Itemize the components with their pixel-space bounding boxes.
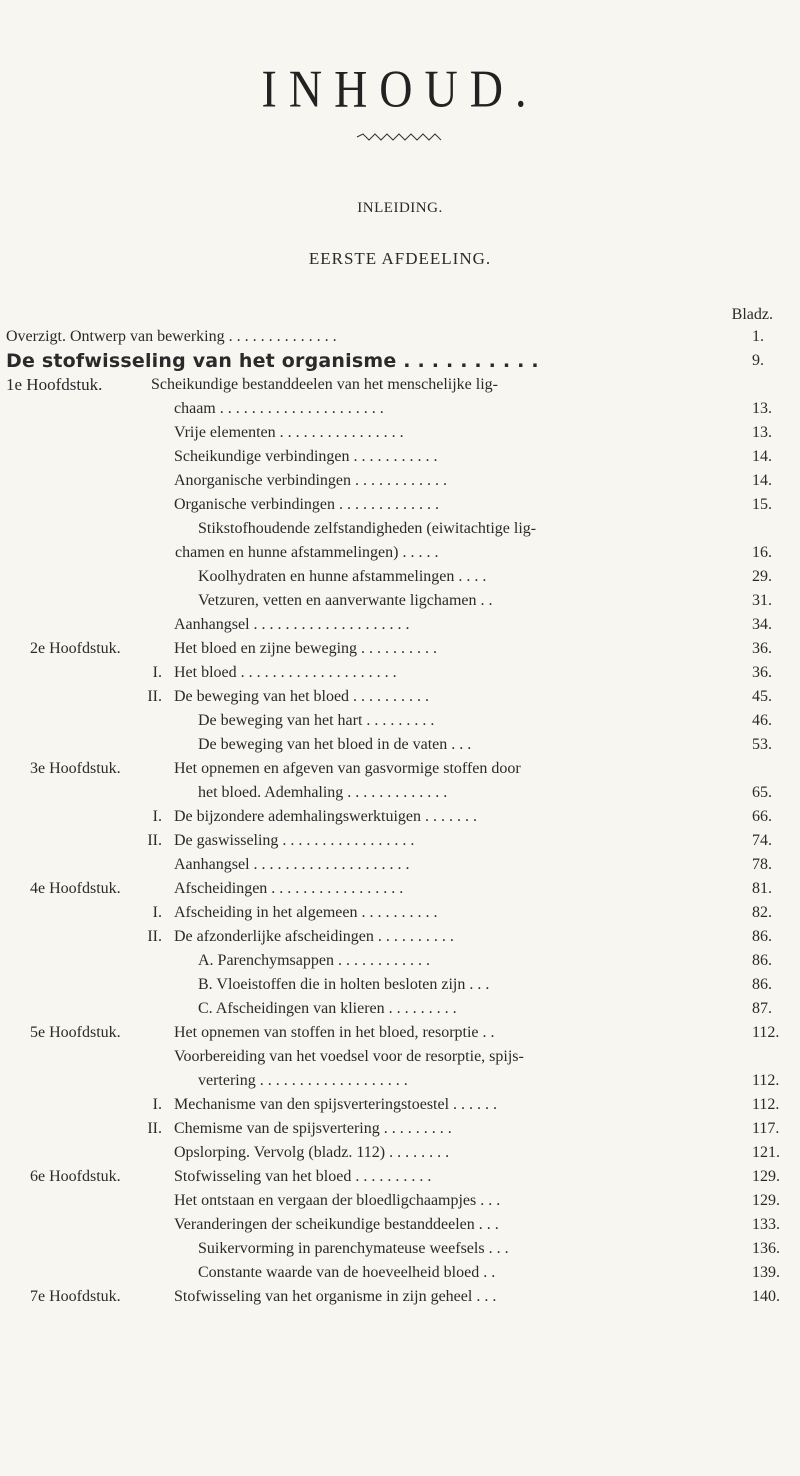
toc-entry-continued [0, 1069, 800, 1093]
entry-label: 6e Hoofdstuk. [30, 1168, 121, 1185]
toc-entry [0, 877, 800, 901]
entry-page: 112. [752, 1096, 780, 1113]
entry-label: 1e Hoofdstuk. [6, 375, 103, 394]
entry-text: De afzonderlijke afscheidingen . . . . . . . . . . [174, 928, 454, 945]
entry-text: Chemisme van de spijsvertering . . . . . . . . . [174, 1120, 452, 1137]
entry-label: I. [152, 808, 162, 825]
entry-page: 133. [752, 1216, 780, 1233]
entry-text: Overzigt. Ontwerp van bewerking . . . . . . . . . . . . . . [6, 328, 337, 345]
entry-label: I. [152, 664, 162, 681]
entry-label: 4e Hoofdstuk. [30, 880, 121, 897]
entry-text: Het opnemen en afgeven van gasvormige stoffen door [174, 760, 521, 777]
entry-text: Vrije elementen . . . . . . . . . . . . . . . . [174, 424, 404, 441]
entry-text: Voorbereiding van het voedsel voor de resorptie, spijs- [174, 1048, 524, 1065]
entry-text: A. Parenchymsappen . . . . . . . . . . . . [198, 952, 430, 969]
entry-page: 45. [752, 688, 772, 705]
toc-entry [0, 949, 800, 973]
section-heading: INLEIDING. [357, 200, 443, 216]
toc-entry [0, 1261, 800, 1285]
toc-entry [0, 1141, 800, 1165]
toc-entry [0, 853, 800, 877]
entry-text: Het opnemen van stoffen in het bloed, resorptie . . [174, 1024, 495, 1041]
entry-page: 14. [752, 448, 772, 465]
entry-text: Het bloed . . . . . . . . . . . . . . . . . . . . [174, 664, 397, 681]
entry-text: Aanhangsel . . . . . . . . . . . . . . . . . . . . [174, 616, 410, 633]
toc-entry [0, 325, 800, 349]
entry-text: Stofwisseling van het organisme in zijn geheel . . . [174, 1288, 497, 1305]
entry-text: Afscheidingen . . . . . . . . . . . . . . . . . [174, 880, 404, 897]
toc-entry [0, 421, 800, 445]
toc-entry [0, 685, 800, 709]
toc-entry [0, 1165, 800, 1189]
entry-page: 140. [752, 1288, 780, 1305]
entry-page: 129. [752, 1168, 780, 1185]
entry-page: 34. [752, 616, 772, 633]
entry-page: 46. [752, 712, 772, 729]
toc-entry [0, 757, 800, 781]
entry-text: Scheikundige verbindingen . . . . . . . . . . . [174, 448, 438, 465]
toc-entry [0, 445, 800, 469]
entry-page: 13. [752, 400, 772, 417]
entry-text: Stikstofhoudende zelfstandigheden (eiwitachtige lig- [198, 520, 537, 537]
toc-entry [0, 1093, 800, 1117]
entry-text: Suikervorming in parenchymateuse weefsels . . . [198, 1240, 509, 1257]
entry-page: 112. [752, 1072, 780, 1089]
toc-entry [0, 1045, 800, 1069]
entry-text: Vetzuren, vetten en aanverwante ligchamen . . [198, 592, 493, 609]
entry-page: 74. [752, 832, 772, 849]
entry-text: Mechanisme van den spijsverteringstoestel . . . . . . [174, 1096, 498, 1113]
entry-page: 86. [752, 928, 772, 945]
entry-text: Anorganische verbindingen . . . . . . . . . . . . [174, 472, 447, 489]
toc-entry [0, 373, 800, 397]
toc-entry [0, 901, 800, 925]
toc-entry [0, 589, 800, 613]
entry-text: chamen en hunne afstammelingen) . . . . . [175, 544, 439, 561]
entry-text: Het ontstaan en vergaan der bloedligchaampjes . . . [174, 1192, 501, 1209]
toc-entry [0, 1021, 800, 1045]
entry-page: 81. [752, 880, 772, 897]
entry-page: 53. [752, 736, 772, 753]
entry-page: 129. [752, 1192, 780, 1209]
toc-entry [0, 565, 800, 589]
entry-page: 136. [752, 1240, 780, 1257]
entry-text: De beweging van het bloed in de vaten . . . [198, 736, 472, 753]
entry-page: 86. [752, 952, 772, 969]
entry-label: I. [152, 1096, 162, 1113]
entry-label: II. [147, 688, 162, 705]
entry-text: vertering . . . . . . . . . . . . . . . . . . . [198, 1072, 408, 1089]
entry-text: Constante waarde van de hoeveelheid bloed . . [198, 1264, 496, 1281]
toc-entry [0, 1285, 800, 1309]
entry-page: 14. [752, 472, 772, 489]
entry-page: 16. [752, 544, 772, 561]
toc-entry [0, 925, 800, 949]
entry-page: 65. [752, 784, 772, 801]
entry-label: I. [152, 904, 162, 921]
toc-entry-continued [0, 541, 800, 565]
entry-page: 117. [752, 1120, 780, 1137]
entry-text: het bloed. Ademhaling . . . . . . . . . . . . . [198, 784, 448, 801]
ornament-divider [355, 132, 445, 142]
entry-page: 36. [752, 664, 772, 681]
entry-page: 78. [752, 856, 772, 873]
toc-entry [0, 493, 800, 517]
toc-entry-continued [0, 397, 800, 421]
entry-page: 15. [752, 496, 772, 513]
entry-text: B. Vloeistoffen die in holten besloten zijn . . . [198, 976, 490, 993]
toc-entry [0, 805, 800, 829]
entry-label: II. [147, 1120, 162, 1137]
entry-page: 13. [752, 424, 772, 441]
entry-page: 29. [752, 568, 772, 585]
entry-page: 31. [752, 592, 772, 609]
page-column-header: Bladz. [731, 306, 773, 323]
entry-page: 139. [752, 1264, 780, 1281]
entry-label: 3e Hoofdstuk. [30, 760, 121, 777]
toc-entry [0, 637, 800, 661]
entry-page: 36. [752, 640, 772, 657]
toc-entry [0, 1237, 800, 1261]
toc-entry [0, 733, 800, 757]
entry-page: 82. [752, 904, 772, 921]
toc-entry [0, 349, 800, 373]
entry-page: 112. [752, 1024, 780, 1041]
entry-text: De gaswisseling . . . . . . . . . . . . . . . . . [174, 832, 415, 849]
entry-label: 5e Hoofdstuk. [30, 1024, 121, 1041]
toc-entry-continued [0, 781, 800, 805]
entry-text: De beweging van het hart . . . . . . . . . [198, 712, 435, 729]
entry-page: 66. [752, 808, 772, 825]
entry-text: Stofwisseling van het bloed . . . . . . . . . . [174, 1168, 432, 1185]
toc-entry [0, 661, 800, 685]
toc-entry [0, 613, 800, 637]
entry-text: Afscheiding in het algemeen . . . . . . . . . . [174, 904, 438, 921]
toc-entry [0, 517, 800, 541]
toc-entry [0, 973, 800, 997]
entry-page: 9. [752, 352, 764, 369]
entry-text: Het bloed en zijne beweging . . . . . . . . . . [174, 640, 438, 657]
entry-label: II. [147, 832, 162, 849]
entry-label: 7e Hoofdstuk. [30, 1288, 121, 1305]
entry-text: De stofwisseling van het organisme . . . . . . . . . . [6, 350, 539, 372]
entry-text: De bijzondere ademhalingswerktuigen . . . . . . . [174, 808, 478, 825]
entry-text: Organische verbindingen . . . . . . . . . . . . . [174, 496, 439, 513]
toc-entry [0, 997, 800, 1021]
entry-text: Aanhangsel . . . . . . . . . . . . . . . . . . . . [174, 856, 410, 873]
toc-entry [0, 1213, 800, 1237]
toc-entry [0, 1189, 800, 1213]
entry-page: 86. [752, 976, 772, 993]
entry-page: 87. [752, 1000, 772, 1017]
toc-entry [0, 709, 800, 733]
toc-entry [0, 469, 800, 493]
entry-label: II. [147, 928, 162, 945]
toc-entry [0, 829, 800, 853]
toc-entry [0, 1117, 800, 1141]
entry-page: 1. [752, 328, 764, 345]
entry-page: 121. [752, 1144, 780, 1161]
entry-text: Scheikundige bestanddeelen van het menschelijke lig- [151, 376, 498, 393]
entry-text: Opslorping. Vervolg (bladz. 112) . . . . . . . . [174, 1144, 450, 1161]
entry-label: 2e Hoofdstuk. [30, 640, 121, 657]
entry-text: chaam . . . . . . . . . . . . . . . . . . . . . [174, 400, 384, 417]
page-title: INHOUD. [261, 59, 539, 118]
entry-text: De beweging van het bloed . . . . . . . . . . [174, 688, 430, 705]
entry-text: Koolhydraten en hunne afstammelingen . . . . [198, 568, 487, 585]
entry-text: C. Afscheidingen van klieren . . . . . . . . . [198, 1000, 457, 1017]
entry-text: Veranderingen der scheikundige bestanddeelen . . . [174, 1216, 499, 1233]
subsection-heading: EERSTE AFDEELING. [308, 249, 492, 268]
